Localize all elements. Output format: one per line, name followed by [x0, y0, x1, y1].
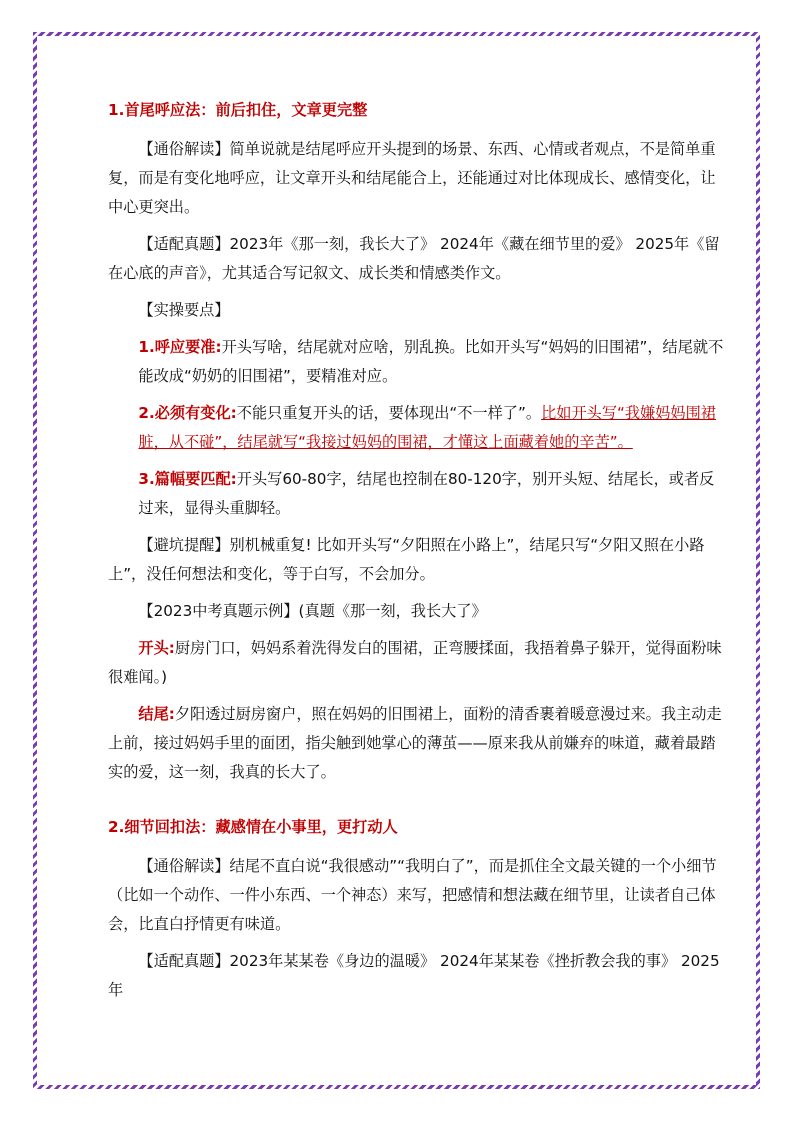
example-opening	[108, 634, 724, 692]
section1-title: 1.首尾呼应法：前后扣住，文章更完整	[108, 101, 368, 119]
point-3-text: 开头写60-80字，结尾也控制在80-120字，别开头短、结尾长，或者反过来，显得头重脚轻。	[138, 470, 715, 517]
point-2	[108, 399, 724, 457]
example-ending	[108, 700, 724, 787]
point-2-head: 必须有变化:	[154, 404, 237, 422]
example-label: 【2023中考真题示例】(真题《那一刻，我长大了》	[138, 602, 487, 620]
point-3-num: 3.	[138, 470, 155, 488]
ending-label: 结尾:	[138, 705, 175, 723]
opening-text: 厨房门口，妈妈系着洗得发白的围裙，正弯腰揉面，我捂着鼻子躲开，觉得面粉味很难闻。)	[108, 639, 722, 686]
point-1-head: 呼应要准:	[154, 338, 222, 356]
point-1-num: 1.	[138, 338, 155, 356]
section1-exams: 【适配真题】2023年《那一刻，我长大了》 2024年《藏在细节里的爱》 2025年《留在心底的声音》，尤其适合写记叙文、成长类和情感类作文。	[108, 235, 720, 282]
opening-label: 开头:	[138, 639, 175, 657]
point-1-text: 开头写啥，结尾就对应啥，别乱换。比如开头写“妈妈的旧围裙”，结尾就不能改成“奶奶的旧围裙”，要精准对应。	[138, 338, 724, 385]
section2-exams: 【适配真题】2023年某某卷《身边的温暖》 2024年某某卷《挫折教会我的事》 2025年	[108, 952, 720, 999]
section2-explain: 【通俗解读】结尾不直白说“我很感动”“我明白了”，而是抓住全文最关键的一个小细节（比如一个动作、一件小东西、一个神态）来写，把感情和想法藏在细节里，让读者自己体会，比直白抒情更有味道。	[108, 857, 717, 933]
point-2-text: 不能只重复开头的话，要体现出“不一样了”。	[236, 404, 542, 422]
point-3	[108, 465, 724, 523]
ending-text: 夕阳透过厨房窗户，照在妈妈的旧围裙上，面粉的清香裹着暖意漫过来。我主动走上前，接过妈妈手里的面团，指尖触到她掌心的薄茧——原来我从前嫌弃的味道，藏着最踏实的爱，这一刻，我真的长大了。	[108, 705, 722, 781]
point-2-num: 2.	[138, 404, 155, 422]
section2-title: 2.细节回扣法：藏感情在小事里，更打动人	[108, 818, 398, 836]
point-2-underline: 比如开头写“我嫌妈妈围裙脏，从不碰”，结尾就写“我接过妈妈的围裙，才懂这上面藏着她的辛苦”。	[138, 404, 716, 451]
point-3-head: 篇幅要匹配:	[154, 470, 237, 488]
points-label: 【实操要点】	[138, 301, 230, 319]
section1-explain: 【通俗解读】简单说就是结尾呼应开头提到的场景、东西、心情或者观点，不是简单重复，而是有变化地呼应，让文章开头和结尾能合上，还能通过对比体现成长、感情变化，让中心更突出。	[108, 140, 716, 216]
document-body	[108, 92, 724, 1013]
pitfall-tip: 【避坑提醒】别机械重复! 比如开头写“夕阳照在小路上”，结尾只写“夕阳又照在小路上”，没任何想法和变化，等于白写，不会加分。	[108, 536, 705, 583]
point-1	[108, 333, 724, 391]
